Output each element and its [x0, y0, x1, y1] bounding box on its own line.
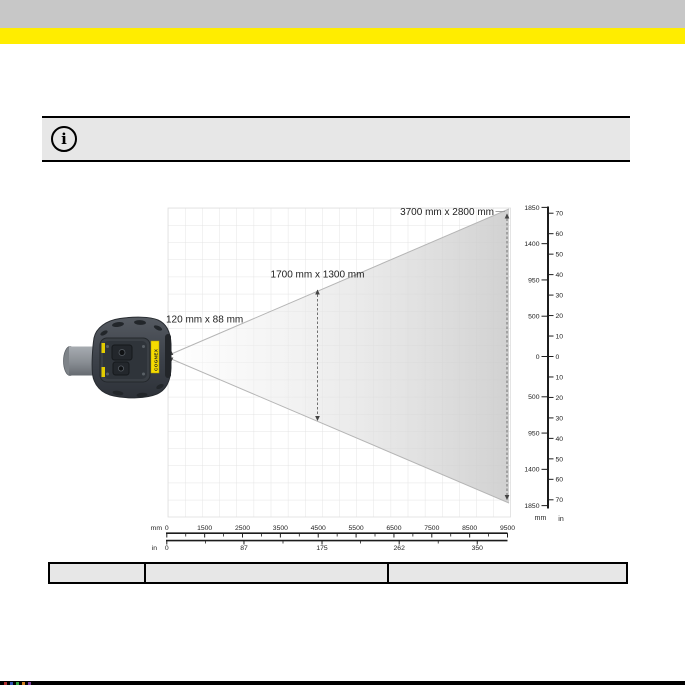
tick-label: 950	[528, 430, 540, 438]
tick-label: 4500	[310, 524, 326, 532]
tick-label: 175	[316, 544, 328, 552]
tick-label: 10	[555, 333, 564, 341]
tick-label: 20	[555, 312, 564, 320]
device-tip	[165, 334, 171, 378]
face-accent-bottom	[102, 367, 106, 377]
tick-label: 8500	[462, 524, 478, 532]
tick-label: 6500	[386, 524, 402, 532]
tick-label: 10	[555, 374, 564, 382]
tick-label: 70	[555, 497, 564, 505]
tick-label: 262	[393, 544, 405, 552]
fov-far-label: 3700 mm x 2800 mm	[400, 207, 494, 218]
connector-a-pin	[119, 350, 125, 356]
tick-label: 5500	[348, 524, 364, 532]
tick-label: 40	[555, 435, 564, 443]
tick-label: 350	[471, 544, 483, 552]
tick-label: 70	[555, 210, 564, 218]
horizontal-axis-in-ticks	[165, 541, 483, 552]
lens-barrel	[69, 347, 94, 376]
tick-label: 30	[555, 292, 564, 300]
tick-label: 87	[240, 544, 248, 552]
connector-b-pin	[118, 366, 123, 371]
tick-label: 50	[555, 251, 564, 259]
tick-label: 40	[555, 272, 564, 280]
face-accent-top	[102, 343, 106, 353]
tick-label: 9500	[499, 524, 516, 532]
brand-label: COGNEX	[153, 348, 159, 371]
tick-label: 500	[528, 394, 540, 402]
tick-label: 1400	[524, 466, 540, 474]
tick-label: 0	[164, 524, 169, 532]
tick-label: 20	[555, 394, 564, 402]
tick-label: 950	[528, 277, 540, 285]
fov-mid-label: 1700 mm x 1300 mm	[270, 269, 365, 281]
spec-table	[48, 562, 628, 584]
tick-label: 500	[528, 313, 540, 321]
horizontal-axis-mm-unit: mm	[150, 524, 162, 532]
tick-label: 1400	[524, 241, 540, 249]
vertical-axis-in-ticks	[548, 211, 563, 505]
table-cell	[387, 564, 626, 582]
tick-label: 7500	[424, 524, 440, 532]
tick-label: 1500	[197, 524, 213, 532]
horizontal-axis-in	[152, 541, 508, 552]
horizontal-axis-in-unit: in	[151, 544, 157, 552]
horizontal-axis-mm	[151, 525, 516, 538]
tick-label: 30	[555, 415, 564, 423]
tick-label: 60	[555, 231, 564, 239]
horizontal-axis-mm-ticks	[165, 525, 515, 538]
bottom-edge-bar	[0, 681, 685, 685]
scanner-device-illustration	[64, 317, 172, 398]
tick-label: 50	[555, 456, 564, 464]
tick-label: 1850	[524, 204, 540, 212]
vertical-axis-mm-ticks	[524, 205, 548, 510]
info-icon: i	[51, 126, 77, 152]
tick-label: 60	[555, 476, 564, 484]
tick-label: 2500	[234, 524, 251, 532]
table-cell	[144, 564, 386, 582]
vertical-axis	[524, 205, 563, 523]
fov-near-label: 120 mm x 88 mm	[166, 314, 244, 326]
table-cell	[50, 564, 144, 582]
tick-label: 1850	[524, 503, 540, 511]
tick-label: 0	[535, 353, 540, 361]
vertical-axis-in-unit: in	[558, 516, 564, 523]
tick-label: 0	[555, 353, 560, 361]
vertical-axis-mm-unit: mm	[534, 515, 547, 522]
tick-label: 0	[164, 544, 169, 552]
tick-label: 3500	[272, 524, 288, 532]
